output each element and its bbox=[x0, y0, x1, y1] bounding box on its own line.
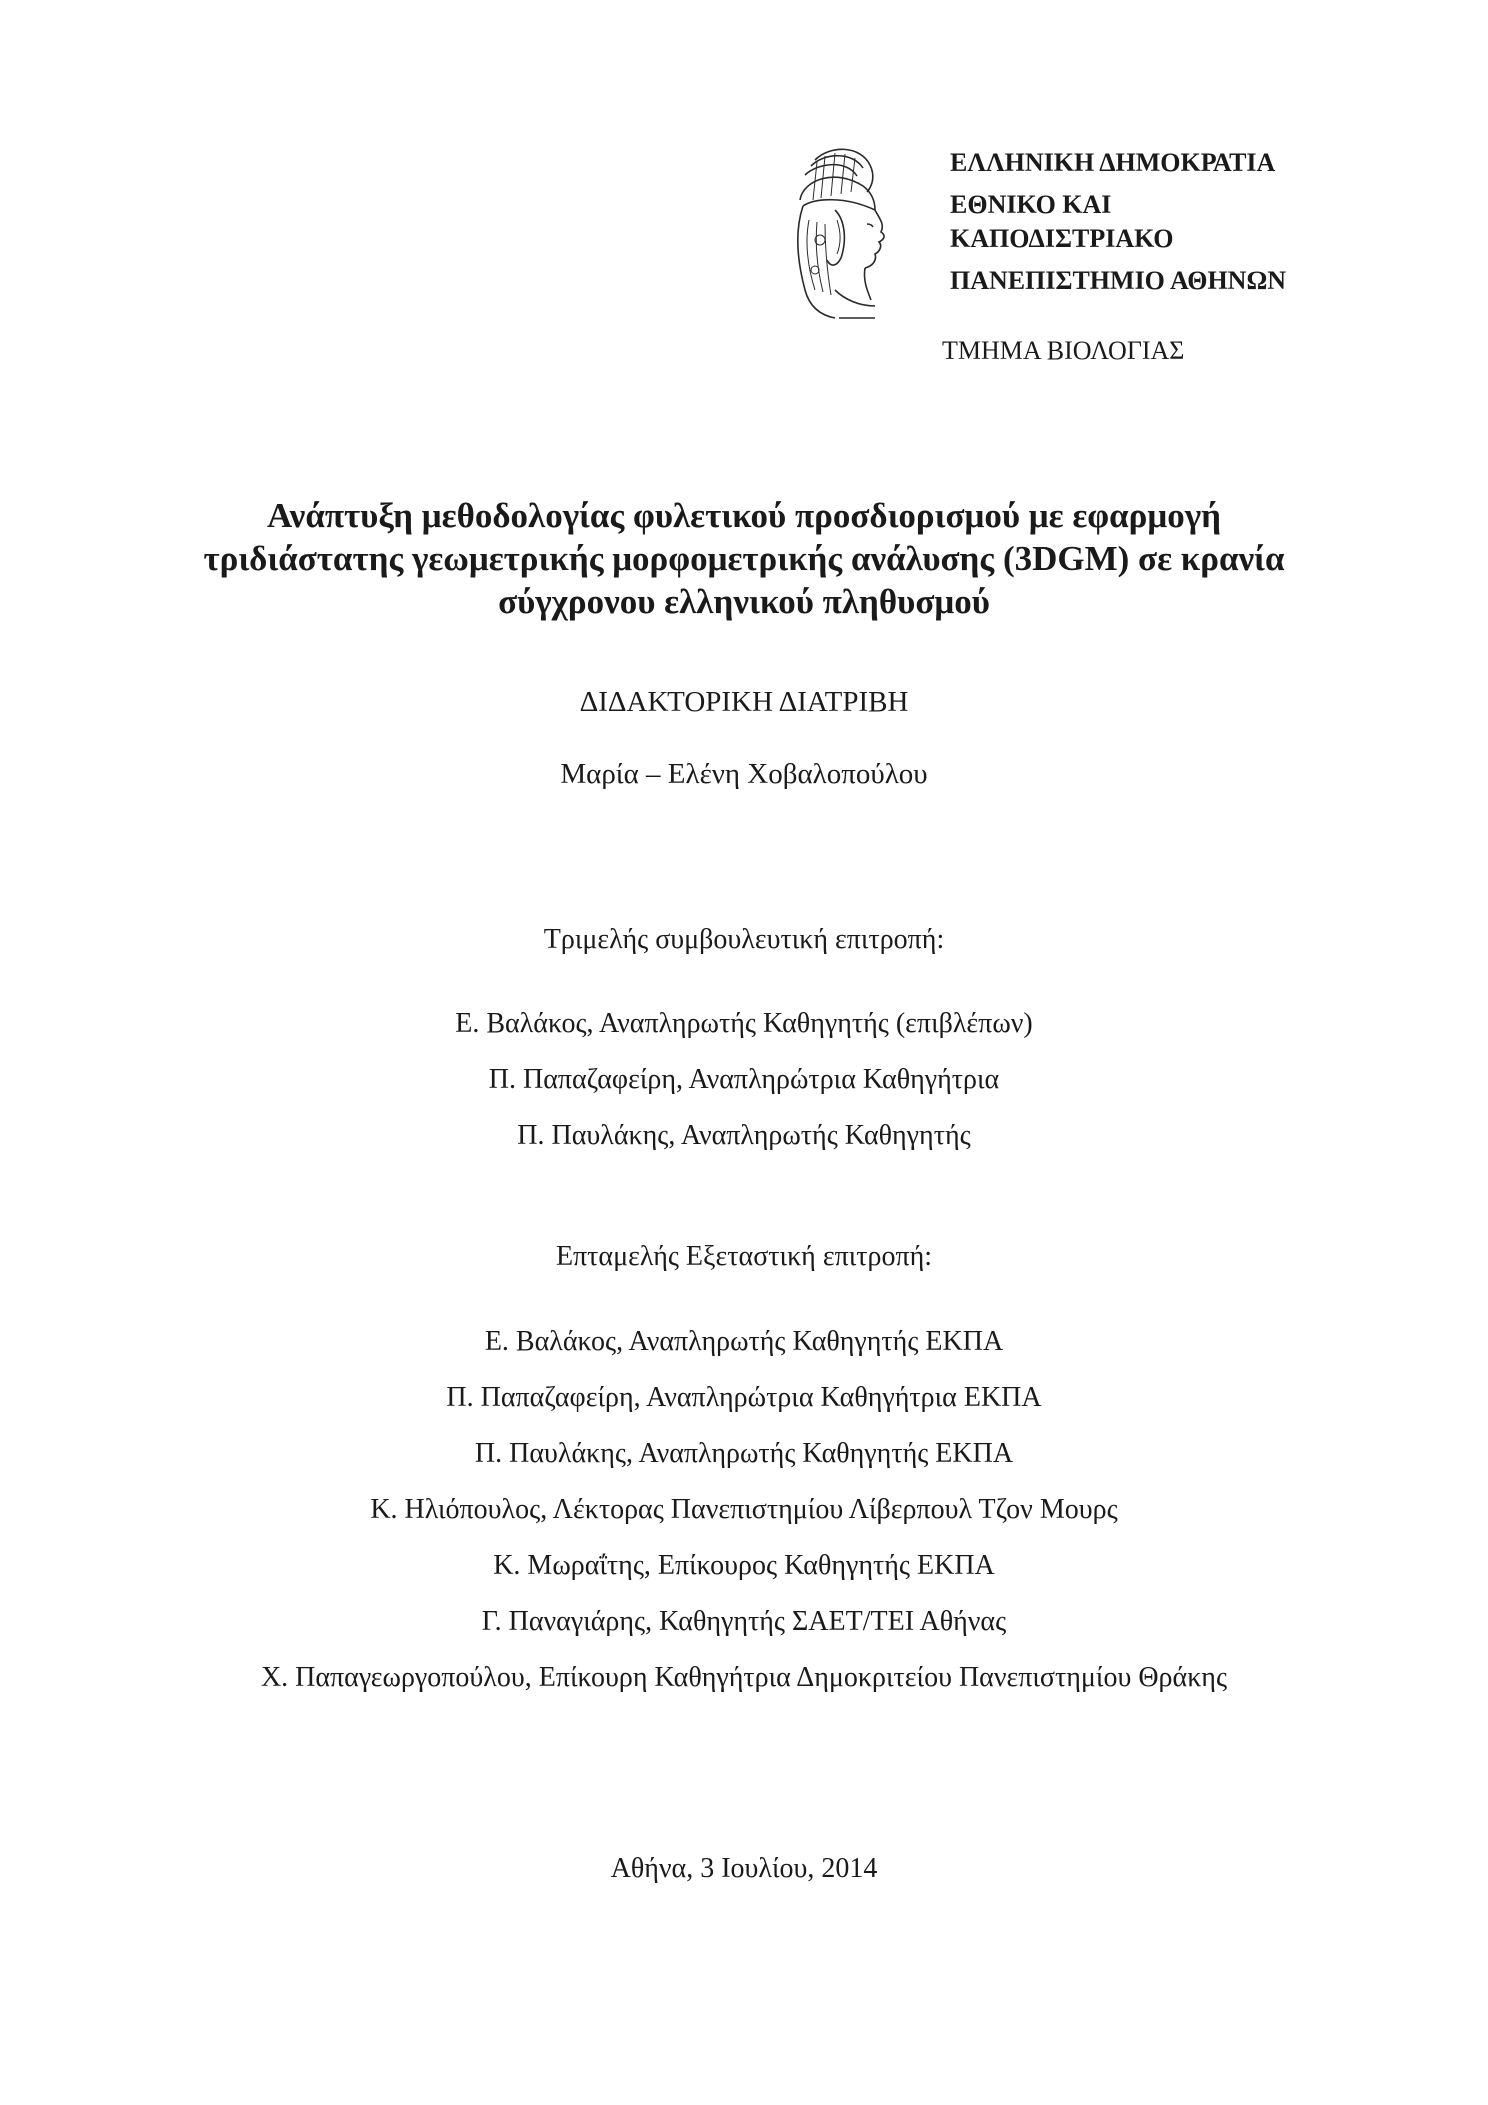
place-and-date: Αθήνα, 3 Ιουλίου, 2014 bbox=[610, 1853, 878, 1884]
university-line-3: ΚΑΠΟΔΙΣΤΡΙΑΚΟ bbox=[950, 224, 1174, 253]
committee-member: Π. Παπαζαφείρη, Αναπληρώτρια Καθηγήτρια ΕΚΠΑ bbox=[446, 1382, 1042, 1413]
committee-member: Κ. Ηλιόπουλος, Λέκτορας Πανεπιστημίου Λίβερπουλ Τζον Μουρς bbox=[370, 1494, 1118, 1525]
committee-member: Ε. Βαλάκος, Αναπληρωτής Καθηγητής ΕΚΠΑ bbox=[484, 1326, 1004, 1357]
thesis-title-line: Ανάπτυξη μεθοδολογίας φυλετικού προσδιορισμού με εφαρμογή bbox=[267, 496, 1221, 535]
advisory-committee-heading: Τριμελής συμβουλευτική επιτροπή: bbox=[543, 924, 945, 955]
committee-member: Χ. Παπαγεωργοπούλου, Επίκουρη Καθηγήτρια Δημοκριτείου Πανεπιστημίου Θράκης bbox=[260, 1662, 1228, 1693]
department-name: ΤΜΗΜΑ ΒΙΟΛΟΓΙΑΣ bbox=[942, 336, 1185, 365]
university-line-4: ΠΑΝΕΠΙΣΤΗΜΙΟ ΑΘΗΝΩΝ bbox=[950, 266, 1287, 295]
university-line-2: ΕΘΝΙΚΟ ΚΑΙ bbox=[950, 190, 1112, 219]
thesis-title bbox=[0, 494, 1488, 623]
thesis-title-line: τριδιάστατης γεωμετρικής μορφομετρικής ανάλυσης (3DGM) σε κρανία bbox=[203, 539, 1285, 578]
committee-member: Κ. Μωραΐτης, Επίκουρος Καθηγητής ΕΚΠΑ bbox=[493, 1550, 995, 1581]
committee-member: Ε. Βαλάκος, Αναπληρωτής Καθηγητής (επιβλέπων) bbox=[455, 1008, 1033, 1039]
committee-member: Π. Παυλάκης, Αναπληρωτής Καθηγητής ΕΚΠΑ bbox=[474, 1438, 1014, 1469]
university-name bbox=[950, 146, 1286, 298]
university-line-1: ΕΛΛΗΝΙΚΗ ΔΗΜΟΚΡΑΤΙΑ bbox=[950, 148, 1276, 177]
advisory-committee-list bbox=[0, 996, 1488, 1164]
committee-member: Γ. Παναγιάρης, Καθηγητής ΣΑΕΤ/ΤΕΙ Αθήνας bbox=[481, 1606, 1007, 1637]
committee-member: Π. Παυλάκης, Αναπληρωτής Καθηγητής bbox=[517, 1120, 971, 1151]
thesis-title-line: σύγχρονου ελληνικού πληθυσμού bbox=[498, 582, 990, 621]
examination-committee-list bbox=[0, 1314, 1488, 1706]
committee-member: Π. Παπαζαφείρη, Αναπληρώτρια Καθηγήτρια bbox=[488, 1064, 1000, 1095]
author-name: Μαρία – Ελένη Χοβαλοπούλου bbox=[560, 758, 928, 790]
examination-committee-heading: Επταμελής Εξεταστική επιτροπή: bbox=[555, 1241, 933, 1272]
athena-head-logo-icon bbox=[775, 140, 895, 325]
thesis-type: ΔΙΔΑΚΤΟΡΙΚΗ ΔΙΑΤΡΙΒΗ bbox=[579, 686, 909, 718]
